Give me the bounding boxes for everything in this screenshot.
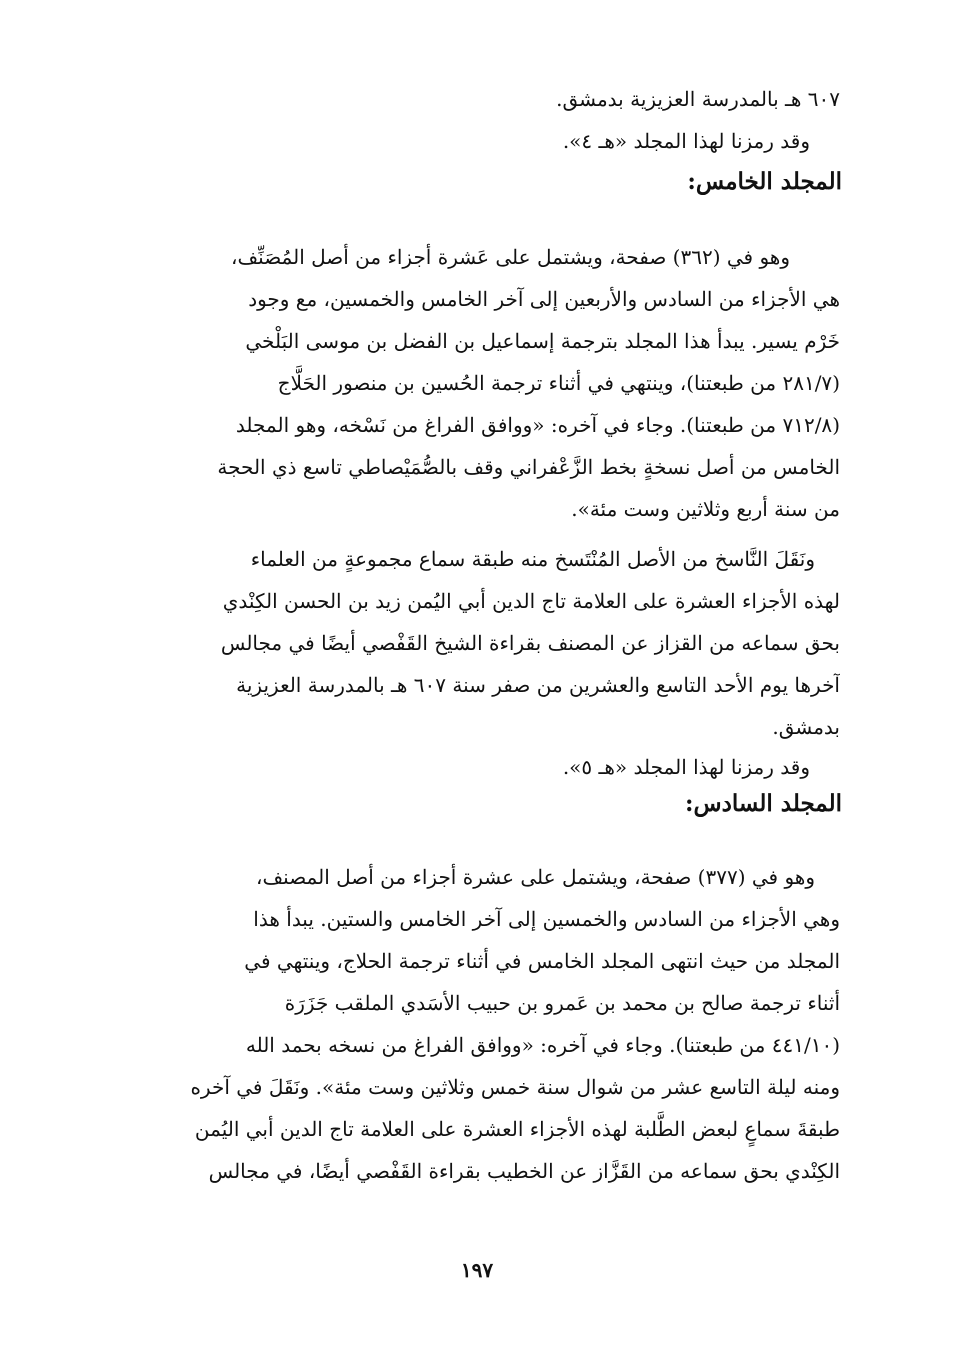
text-line: وقد رمزنا لهذا المجلد «هـ ٥».: [562, 755, 810, 779]
text-line: ومنه ليلة التاسع عشر من شوال سنة خمس وثلاثين وست مئة». ونَقَلَ في آخره: [190, 1075, 840, 1099]
volume5-code-line: [200, 746, 810, 788]
text-line: المجلد من حيث انتهى المجلد الخامس في أثناء ترجمة الحلاج، وينتهي في: [244, 949, 840, 973]
section-heading-volume5: المجلد الخامس:: [687, 168, 842, 195]
page-number: ١٩٧: [460, 1258, 494, 1282]
volume6-description-paragraph: [130, 856, 840, 1192]
text-line: آخرها يوم الأحد التاسع والعشرين من صفر سنة ٦٠٧ هـ بالمدرسة العزيزية: [236, 673, 840, 697]
text-line: الكِنْدي بحق سماعه من القَزَّاز عن الخطيب بقراءة القَفْصي أيضًا، في مجالس: [208, 1159, 840, 1183]
top-continuation-block: [200, 78, 840, 120]
text-line: (٤٤١/١٠ من طبعتنا). وجاء في آخره: «ووافق الفراغ من نسخه بحمد الله: [245, 1033, 840, 1057]
text-line: لهذه الأجزاء العشرة على العلامة تاج الدين أبي اليُمن زيد بن الحسن الكِنْدي: [222, 589, 840, 613]
text-line: خَرْم يسير. يبدأ هذا المجلد بترجمة إسماعيل بن الفضل بن موسى البَلْخي: [245, 329, 840, 353]
volume5-audition-paragraph: [130, 538, 840, 748]
text-line: من سنة أربع وثلاثين وست مئة».: [571, 497, 840, 521]
text-line: وهي الأجزاء من السادس والخمسين إلى آخر الخامس والستين. يبدأ هذا: [253, 907, 840, 931]
text-line: هي الأجزاء من السادس والأربعين إلى آخر الخامس والخمسين، مع وجود: [248, 287, 840, 311]
volume4-code-line: [200, 120, 810, 162]
text-line: بدمشق.: [772, 715, 840, 739]
text-line: وقد رمزنا لهذا المجلد «هـ ٤».: [562, 129, 810, 153]
text-line: طبقةَ سماعٍ لبعض الطَّلبة لهذه الأجزاء العشرة على العلامة تاج الدين أبي اليُمن: [194, 1117, 840, 1141]
text-line: ٦٠٧ هـ بالمدرسة العزيزية بدمشق.: [556, 87, 840, 111]
text-line: بحق سماعه من القزاز عن المصنف بقراءة الشيخ القَفْصي أيضًا في مجالس: [220, 631, 840, 655]
text-line: (٧١٢/٨ من طبعتنا). وجاء في آخره: «ووافق الفراغ من نَسْخه، وهو المجلد: [235, 413, 840, 437]
text-line: ونَقَلَ النَّاسخ من الأصل المُنْتَسخ منه طبقة سماع مجموعةٍ من العلماء: [250, 547, 815, 571]
text-line: وهو في (٣٦٢) صفحة، ويشتمل على عَشرة أجزاء من أصل المُصَنِّف،: [231, 245, 790, 269]
volume5-description-paragraph: [130, 236, 815, 278]
section-heading-volume6: المجلد السادس:: [685, 790, 842, 817]
text-line: أثناء ترجمة صالح بن محمد بن عَمرو بن حبيب الأسَدي الملقب جَزَرَة: [284, 991, 840, 1015]
text-line: وهو في (٣٧٧) صفحة، ويشتمل على عشرة أجزاء من أصل المصنف،: [256, 865, 815, 889]
text-line: (٢٨١/٧ من طبعتنا)، وينتهي في أثناء ترجمة الحُسين بن منصور الحَلَّاج: [277, 371, 840, 395]
volume5-description-paragraph-cont: [130, 278, 840, 530]
text-line: الخامس من أصل نسخةٍ بخط الزَّعْفراني وقف بالصُّمَيْصاطي تاسع ذي الحجة: [217, 455, 840, 479]
